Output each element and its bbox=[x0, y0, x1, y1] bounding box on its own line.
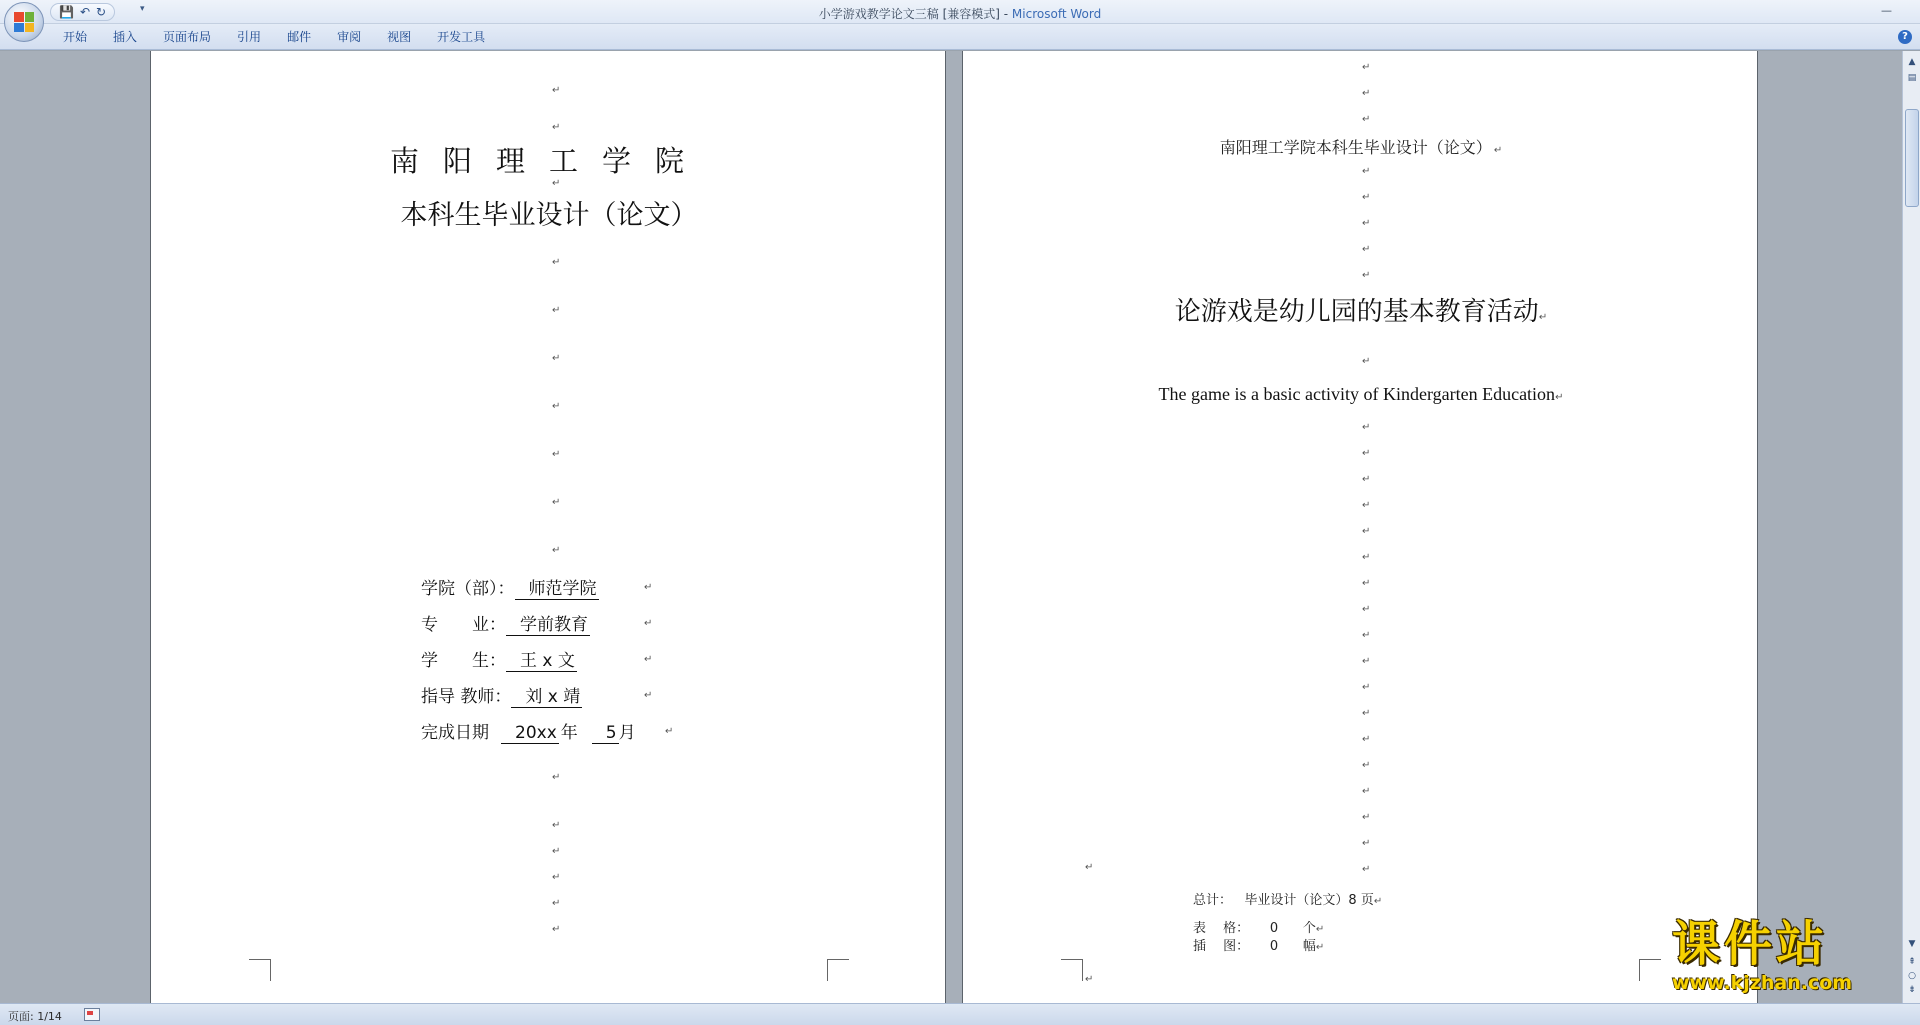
tables-label: 表 格： bbox=[1193, 921, 1250, 936]
major-field bbox=[421, 610, 590, 636]
paragraph-mark: ↵ bbox=[665, 726, 674, 737]
tab-home[interactable]: 开始 bbox=[63, 30, 88, 44]
paragraph-mark: ↵ bbox=[552, 545, 561, 556]
ribbon-tabs bbox=[50, 30, 498, 44]
tab-review[interactable]: 审阅 bbox=[337, 30, 362, 44]
paragraph-mark: ↵ bbox=[1085, 862, 1094, 873]
paragraph-mark: ↵ bbox=[552, 924, 561, 935]
total-pages-row bbox=[1193, 889, 1382, 908]
next-page-icon[interactable]: ⇟ bbox=[1908, 985, 1916, 995]
tab-mailings[interactable]: 邮件 bbox=[287, 30, 312, 44]
paragraph-mark: ↵ bbox=[644, 690, 653, 701]
date-year: 20xx bbox=[501, 723, 559, 744]
paragraph-mark: ↵ bbox=[1362, 474, 1371, 485]
paragraph-mark: ↵ bbox=[1362, 244, 1371, 255]
tab-insert[interactable]: 插入 bbox=[113, 30, 138, 44]
crop-mark bbox=[1639, 959, 1661, 981]
paragraph-mark: ↵ bbox=[552, 497, 561, 508]
office-button[interactable] bbox=[4, 2, 44, 42]
paragraph-mark: ↵ bbox=[1362, 552, 1371, 563]
ribbon bbox=[0, 24, 1920, 50]
student-field bbox=[421, 646, 577, 672]
paragraph-mark: ↵ bbox=[1362, 838, 1371, 849]
scroll-up-icon[interactable]: ▲ bbox=[1908, 57, 1916, 67]
tab-view[interactable]: 视图 bbox=[387, 30, 412, 44]
customize-qat-icon[interactable]: ▾ bbox=[140, 4, 145, 14]
date-label: 完成日期 bbox=[421, 723, 489, 743]
thesis-title-chinese bbox=[963, 291, 1758, 328]
college-field bbox=[421, 574, 599, 600]
student-label: 学 生： bbox=[421, 651, 506, 671]
tables-count-row bbox=[1193, 917, 1324, 936]
title-bar bbox=[0, 0, 1920, 24]
paragraph-mark: ↵ bbox=[1362, 270, 1371, 281]
thesis-title-english bbox=[963, 384, 1758, 405]
undo-icon[interactable]: ↶ bbox=[79, 5, 91, 19]
paragraph-mark: ↵ bbox=[1315, 924, 1325, 935]
page-count-status[interactable]: 页面: 1/14 bbox=[8, 1010, 62, 1023]
major-value: 学前教育 bbox=[506, 615, 590, 636]
figures-value: 0 bbox=[1269, 939, 1279, 954]
ruler-toggle-icon[interactable]: ▤ bbox=[1907, 73, 1917, 83]
student-value: 王 x 文 bbox=[506, 651, 577, 672]
browse-object-icon[interactable]: ○ bbox=[1908, 971, 1916, 981]
paragraph-mark: ↵ bbox=[552, 257, 561, 268]
tab-references[interactable]: 引用 bbox=[237, 30, 262, 44]
paragraph-mark: ↵ bbox=[1085, 974, 1094, 985]
paragraph-mark: ↵ bbox=[1493, 145, 1503, 156]
university-title: 南阳理工学院 bbox=[389, 144, 708, 178]
month-unit: 月 bbox=[618, 723, 636, 743]
watermark-main-text: 课件站 bbox=[1672, 916, 1829, 972]
paragraph-mark: ↵ bbox=[1362, 526, 1371, 537]
figures-unit: 幅 bbox=[1302, 939, 1316, 954]
scroll-down-icon[interactable]: ▼ bbox=[1908, 939, 1916, 949]
paragraph-mark: ↵ bbox=[1362, 786, 1371, 797]
status-bar bbox=[0, 1003, 1920, 1025]
tab-page-layout[interactable]: 页面布局 bbox=[163, 30, 212, 44]
paragraph-mark: ↵ bbox=[1373, 896, 1383, 907]
paragraph-mark: ↵ bbox=[1362, 604, 1371, 615]
paragraph-mark: ↵ bbox=[1362, 864, 1371, 875]
save-icon[interactable]: 💾 bbox=[59, 5, 74, 19]
vertical-scrollbar[interactable] bbox=[1902, 51, 1920, 1003]
paragraph-mark: ↵ bbox=[1362, 578, 1371, 589]
header-text: 南阳理工学院本科生毕业设计（论文） bbox=[1219, 138, 1492, 157]
scrollbar-thumb[interactable] bbox=[1905, 109, 1919, 207]
paragraph-mark: ↵ bbox=[1362, 708, 1371, 719]
document-workspace[interactable] bbox=[0, 51, 1902, 1003]
paragraph-mark: ↵ bbox=[1362, 166, 1371, 177]
tab-developer[interactable]: 开发工具 bbox=[437, 30, 486, 44]
redo-icon[interactable]: ↻ bbox=[96, 5, 107, 19]
help-icon[interactable]: ? bbox=[1898, 30, 1912, 44]
window-title bbox=[0, 5, 1920, 22]
watermark-logo bbox=[1672, 918, 1892, 1000]
thesis-subtitle: 本科生毕业设计（论文） bbox=[400, 200, 698, 231]
total-value: 毕业设计（论文）8 页 bbox=[1244, 893, 1374, 908]
previous-page-icon[interactable]: ⇞ bbox=[1908, 957, 1916, 967]
paragraph-mark: ↵ bbox=[552, 305, 561, 316]
paragraph-mark: ↵ bbox=[1362, 88, 1371, 99]
paragraph-mark: ↵ bbox=[1538, 312, 1548, 323]
paragraph-mark: ↵ bbox=[552, 122, 561, 133]
paragraph-mark: ↵ bbox=[1362, 356, 1371, 367]
title-en-text: The game is a basic activity of Kindergarten Education bbox=[1158, 384, 1556, 404]
paragraph-mark: ↵ bbox=[1362, 62, 1371, 73]
major-label: 专 业： bbox=[421, 615, 506, 635]
college-label: 学院（部）： bbox=[421, 579, 515, 599]
minimize-icon[interactable]: — bbox=[1881, 4, 1892, 17]
paragraph-mark: ↵ bbox=[552, 898, 561, 909]
paragraph-mark: ↵ bbox=[1362, 448, 1371, 459]
paragraph-mark: ↵ bbox=[1555, 392, 1564, 403]
paragraph-mark: ↵ bbox=[1362, 630, 1371, 641]
app-name: Microsoft Word bbox=[1011, 7, 1102, 21]
paragraph-mark: ↵ bbox=[1362, 218, 1371, 229]
document-title: 小学游戏教学论文三稿 [兼容模式] - bbox=[818, 7, 1012, 21]
watermark-url: www.kjzhan.com bbox=[1672, 972, 1853, 994]
figures-label: 插 图： bbox=[1193, 939, 1250, 954]
advisor-value: 刘 x 靖 bbox=[511, 687, 582, 708]
proofing-icon[interactable] bbox=[84, 1008, 100, 1021]
title-cn-text: 论游戏是幼儿园的基本教育活动 bbox=[1174, 297, 1539, 327]
paragraph-mark: ↵ bbox=[644, 618, 653, 629]
date-month: 5 bbox=[592, 723, 619, 744]
document-page-2[interactable] bbox=[962, 51, 1758, 1003]
crop-mark bbox=[249, 959, 271, 981]
advisor-field bbox=[421, 682, 582, 708]
crop-mark bbox=[827, 959, 849, 981]
paragraph-mark: ↵ bbox=[1362, 734, 1371, 745]
paragraph-mark: ↵ bbox=[552, 846, 561, 857]
tables-unit: 个 bbox=[1302, 921, 1316, 936]
paragraph-mark: ↵ bbox=[1362, 192, 1371, 203]
paragraph-mark: ↵ bbox=[552, 178, 561, 189]
paragraph-mark: ↵ bbox=[1362, 422, 1371, 433]
paragraph-mark: ↵ bbox=[1315, 942, 1325, 953]
total-label: 总计： bbox=[1193, 893, 1233, 908]
paragraph-mark: ↵ bbox=[1362, 500, 1371, 511]
paragraph-mark: ↵ bbox=[1362, 760, 1371, 771]
paragraph-mark: ↵ bbox=[1362, 812, 1371, 823]
year-unit: 年 bbox=[560, 723, 578, 743]
paragraph-mark: ↵ bbox=[552, 401, 561, 412]
paragraph-mark: ↵ bbox=[1362, 656, 1371, 667]
paragraph-mark: ↵ bbox=[552, 772, 561, 783]
paragraph-mark: ↵ bbox=[1362, 114, 1371, 125]
figures-count-row bbox=[1193, 935, 1324, 954]
paragraph-mark: ↵ bbox=[1362, 682, 1371, 693]
crop-mark bbox=[1061, 959, 1083, 981]
advisor-label: 指导 教师： bbox=[421, 687, 512, 707]
paragraph-mark: ↵ bbox=[552, 85, 561, 96]
document-page-1[interactable] bbox=[150, 51, 946, 1003]
office-logo-icon bbox=[14, 12, 34, 32]
paragraph-mark: ↵ bbox=[644, 654, 653, 665]
completion-date-field bbox=[421, 718, 636, 744]
paragraph-mark: ↵ bbox=[552, 353, 561, 364]
paragraph-mark: ↵ bbox=[552, 449, 561, 460]
page-header-text bbox=[963, 135, 1758, 158]
paragraph-mark: ↵ bbox=[552, 872, 561, 883]
tables-value: 0 bbox=[1269, 921, 1279, 936]
college-value: 师范学院 bbox=[515, 579, 599, 600]
paragraph-mark: ↵ bbox=[552, 820, 561, 831]
paragraph-mark: ↵ bbox=[644, 582, 653, 593]
